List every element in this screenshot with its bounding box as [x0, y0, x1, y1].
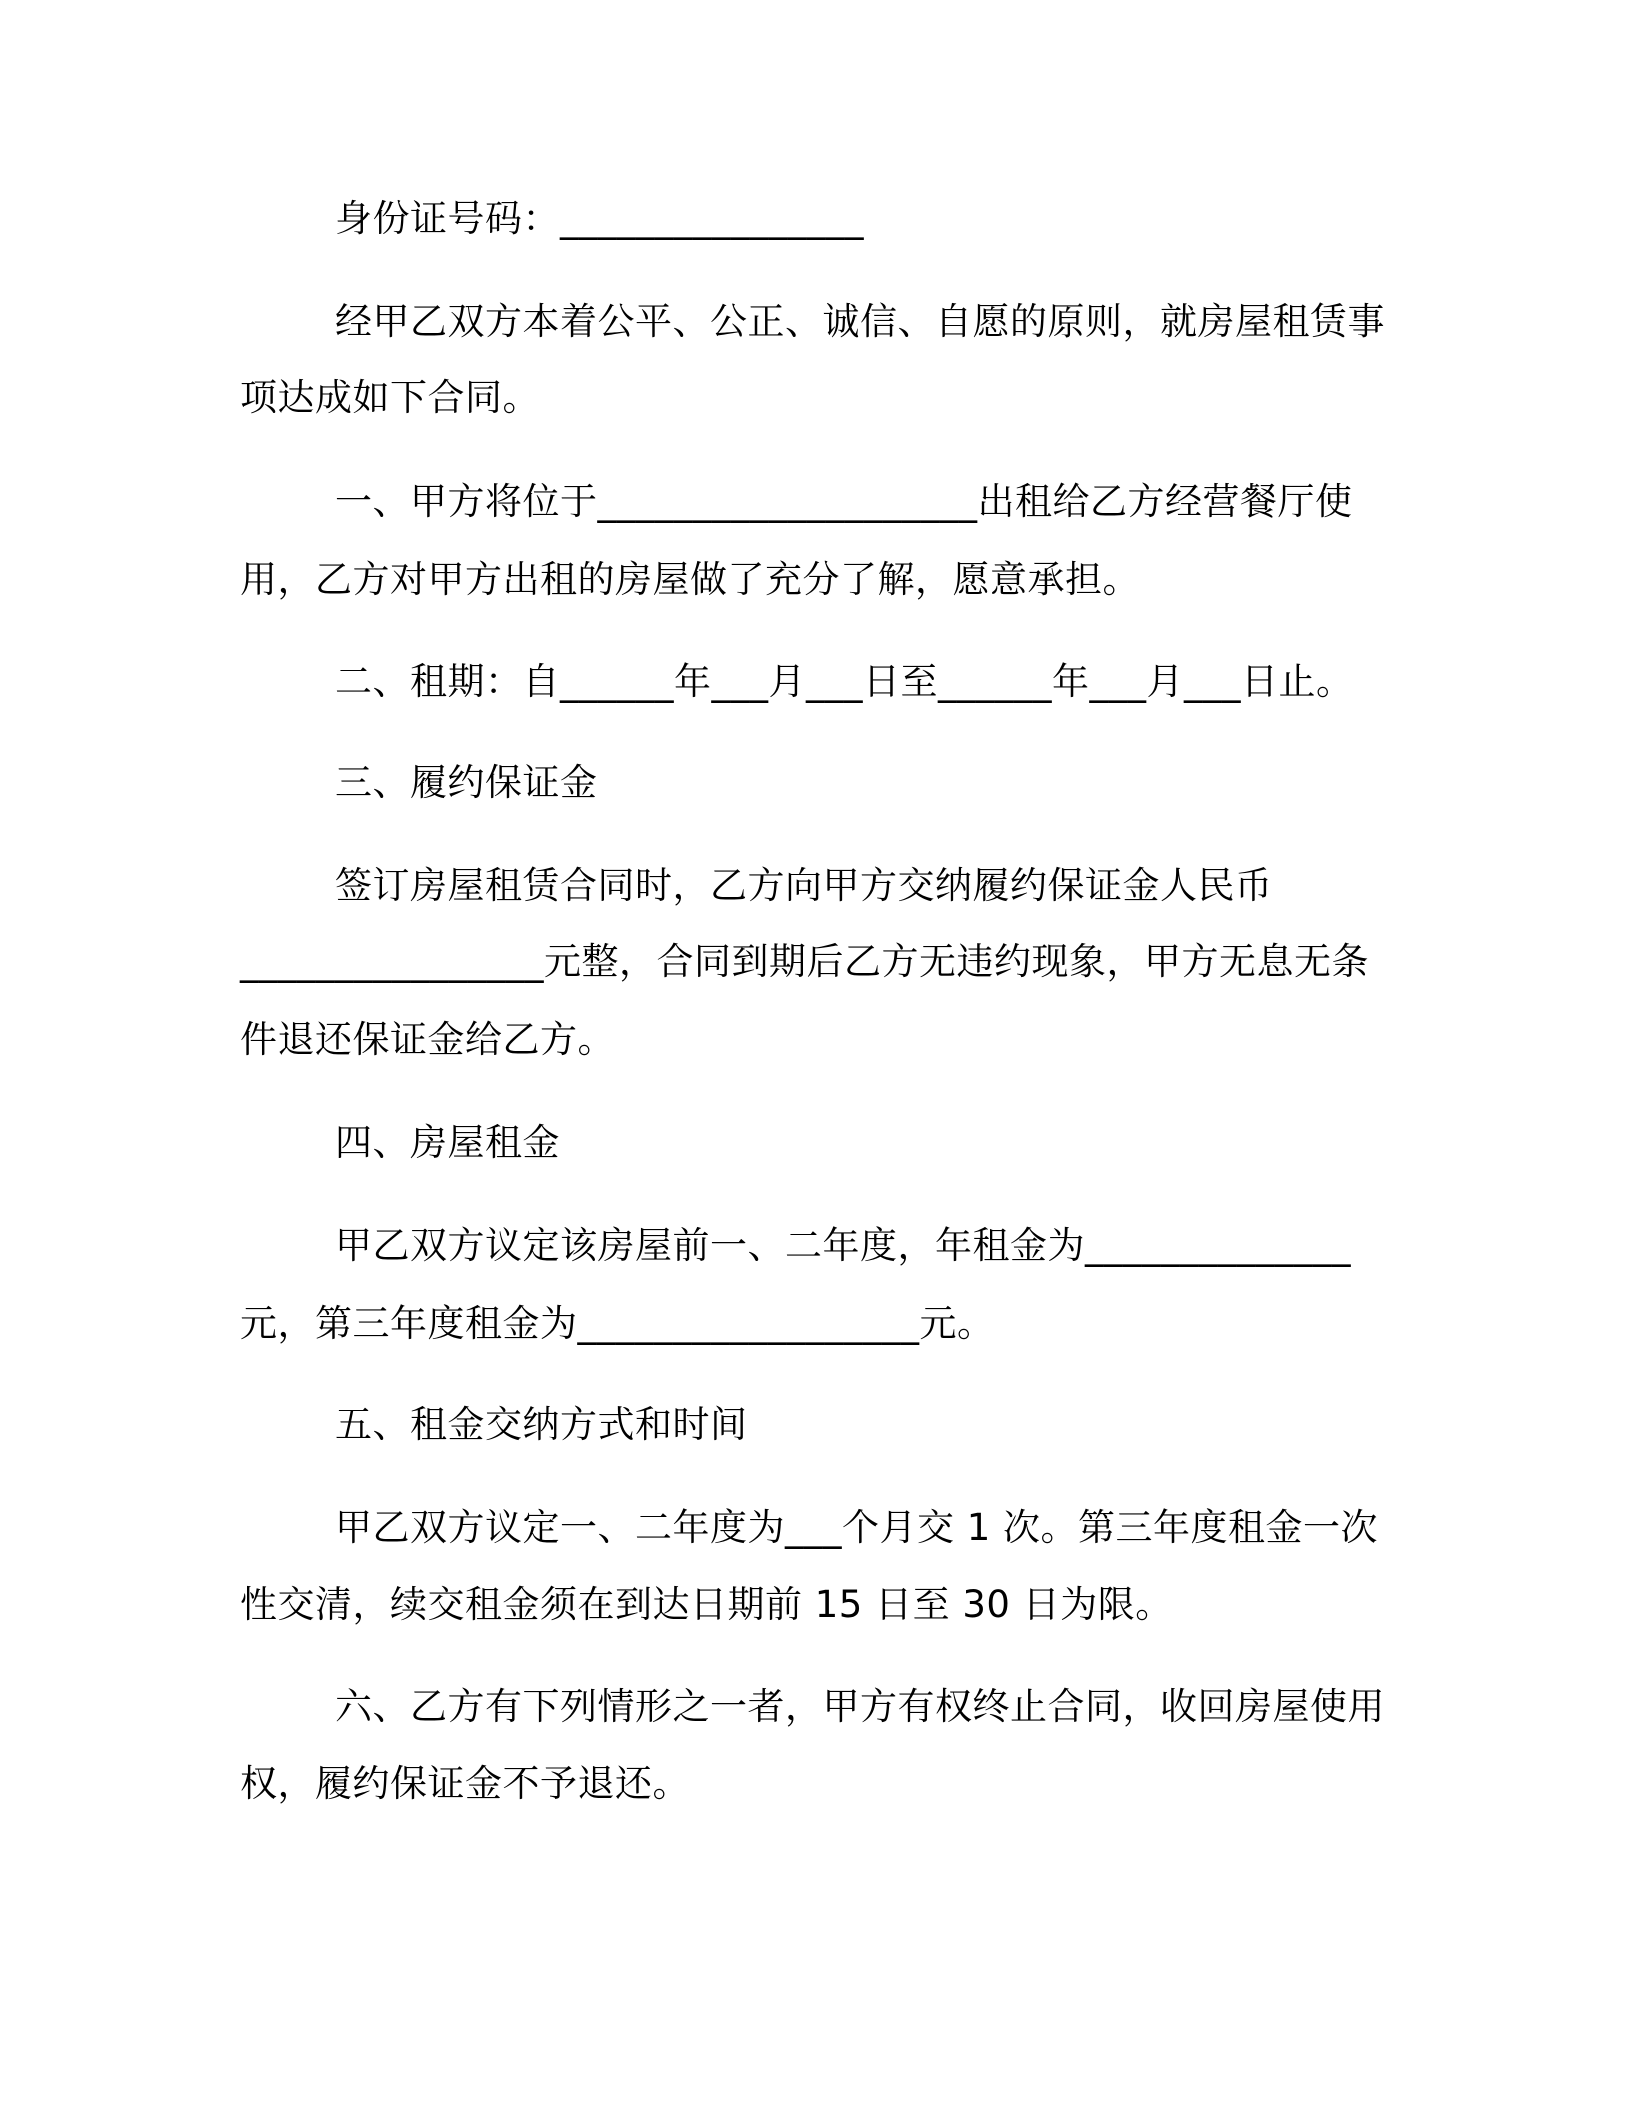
clause-6-line-2: 权，履约保证金不予退还。	[240, 1762, 690, 1805]
clause-4-heading: 四、房屋租金	[335, 1121, 560, 1164]
preamble-line-1: 经甲乙双方本着公平、公正、诚信、自愿的原则，就房屋租赁事	[335, 300, 1385, 343]
clause-1-line-2: 用，乙方对甲方出租的房屋做了充分了解，愿意承担。	[240, 558, 1140, 601]
clause-1-line-1: 一、甲方将位于____________________出租给乙方经营餐厅使	[335, 480, 1353, 523]
clause-5-line-2: 性交清，续交租金须在到达日期前 15 日至 30 日为限。	[240, 1583, 1173, 1626]
clause-3-line-3: 件退还保证金给乙方。	[240, 1018, 615, 1061]
clause-3-line-2: ________________元整，合同到期后乙方无违约现象，甲方无息无条	[240, 940, 1369, 983]
clause-4-line-2: 元，第三年度租金为__________________元。	[240, 1302, 995, 1345]
clause-4-line-1: 甲乙双方议定该房屋前一、二年度，年租金为______________	[335, 1224, 1351, 1267]
clause-3-line-1: 签订房屋租赁合同时，乙方向甲方交纳履约保证金人民币	[335, 864, 1273, 907]
clause-5-line-1: 甲乙双方议定一、二年度为___个月交 1 次。第三年度租金一次	[335, 1506, 1379, 1549]
clause-6-line-1: 六、乙方有下列情形之一者，甲方有权终止合同，收回房屋使用	[335, 1685, 1385, 1728]
clause-3-heading: 三、履约保证金	[335, 761, 598, 804]
clause-5-heading: 五、租金交纳方式和时间	[335, 1403, 748, 1446]
id-number-line: 身份证号码：________________	[335, 197, 864, 240]
preamble-line-2: 项达成如下合同。	[240, 376, 540, 419]
clause-2-line: 二、租期：自______年___月___日至______年___月___日止。	[335, 660, 1354, 703]
